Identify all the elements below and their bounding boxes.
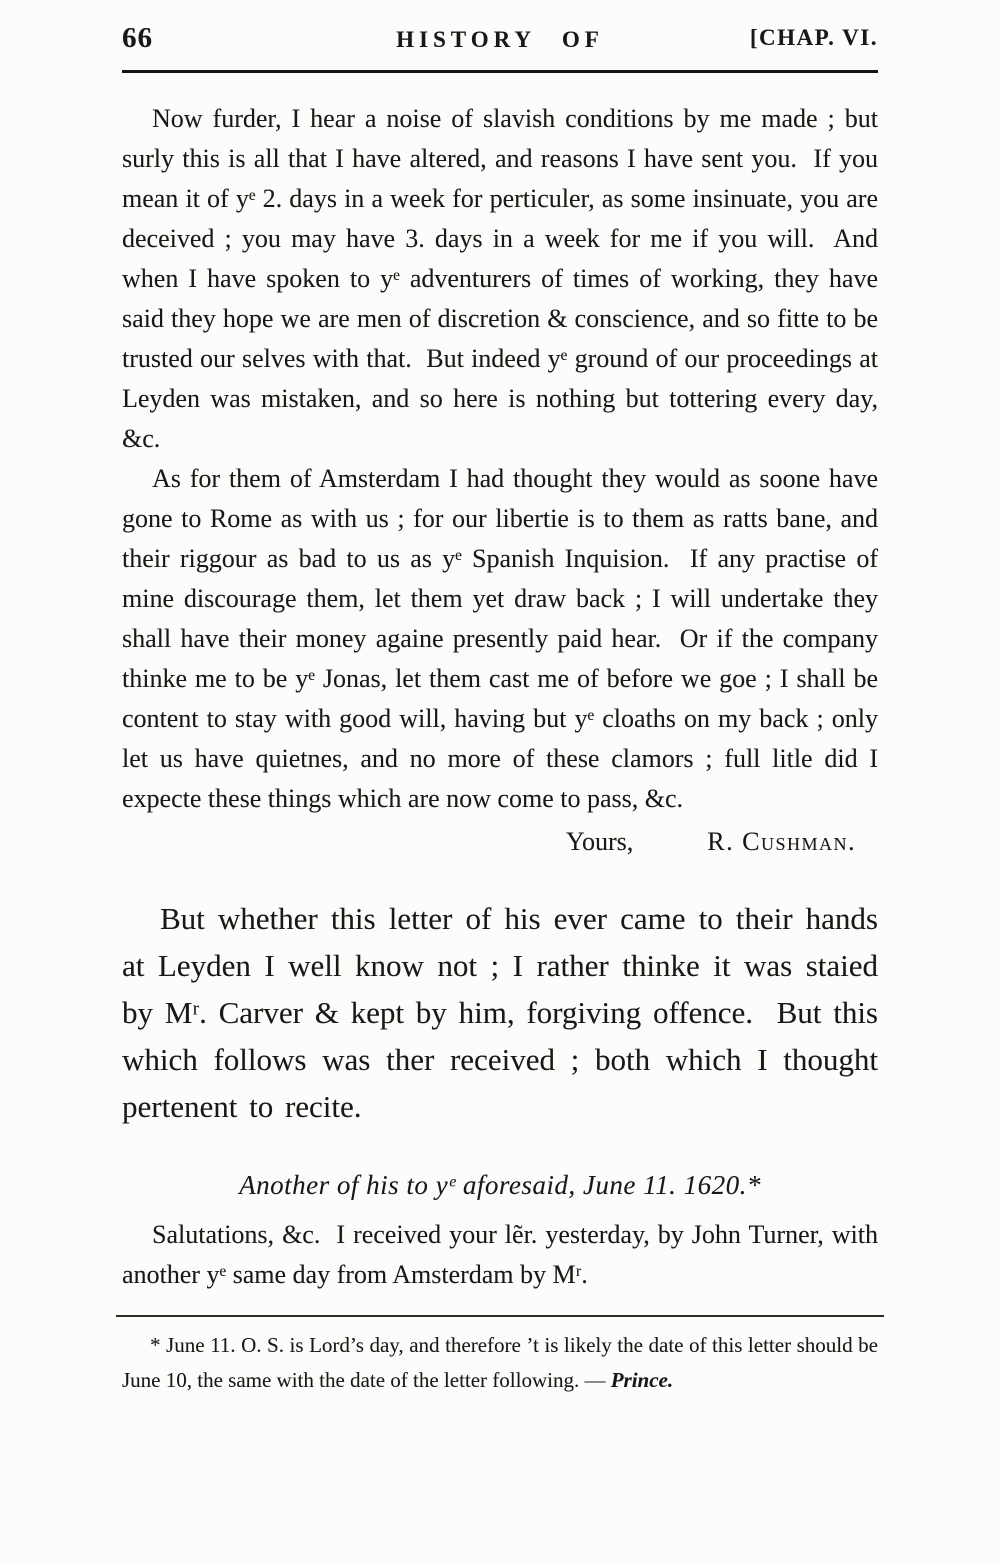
letter2-paragraph: Salutations, &c. I received your lẽr. yesterday, by John Turner, with another yᵉ same day from Amsterdam by Mʳ. — [122, 1220, 878, 1289]
page-number: 66 — [122, 22, 153, 54]
letter-paragraph-2: As for them of Amsterdam I had thought they would as soone have gone to Rome as with us ; for our libertie is to them as ratts bane, and their riggour as bad to us as yᵉ Spanish Inquision. If any practise of mine discourage them, let them yet draw back ; I will undertake they shall have their money againe presently paid hear. Or if the company thinke me to be yᵉ Jonas, let them cast me of before we goe ; I shall be content to stay with good will, having but yᵉ cloaths on my back ; only let us have quietnes, and no more of these clamors ; full litle did I expecte these things which are now come to pass, &c. — [122, 464, 878, 813]
chapter-label: [CHAP. VI. — [749, 25, 878, 50]
letter2-heading: Another of his to yᵉ aforesaid, June 11. 1620.* — [239, 1170, 761, 1200]
letter-signoff — [122, 819, 878, 865]
footnote-attribution: Prince. — [610, 1368, 674, 1392]
header-rule — [122, 70, 878, 73]
signoff-name: R. Cushman. — [707, 827, 856, 856]
footnote-rule — [116, 1315, 884, 1317]
running-title: HISTORY OF — [396, 27, 604, 52]
footnote-text: * June 11. O. S. is Lord’s day, and therefore ’t is likely the date of this letter should be June 10, the same with the date of the letter following. — — [122, 1333, 878, 1392]
footnote — [122, 1315, 878, 1398]
narration-paragraph: But whether this letter of his ever came to their hands at Leyden I well know not ; I rather thinke it was staied by Mʳ. Carver & kept by him, forgiving offence. But this which follows was ther received ; both which I thought pertenent to recite. — [122, 901, 878, 1124]
signoff-yours: Yours, — [565, 827, 634, 856]
letter-paragraph-1: Now furder, I hear a noise of slavish conditions by me made ; but surly this is all that I have altered, and reasons I have sent you. If you mean it of yᵉ 2. days in a week for perticuler, as some insinuate, you are deceived ; you may have 3. days in a week for me if you will. And when I have spoken to yᵉ adventurers of times of working, they have said they hope we are men of discretion & conscience, and so fitte to be trusted our selves with that. But indeed yᵉ ground of our proceedings at Leyden was mistaken, and so here is nothing but tottering every day, &c. — [122, 104, 878, 453]
footnote-paragraph — [122, 1328, 878, 1398]
cushman-letter — [122, 99, 878, 865]
page-header — [122, 22, 878, 64]
